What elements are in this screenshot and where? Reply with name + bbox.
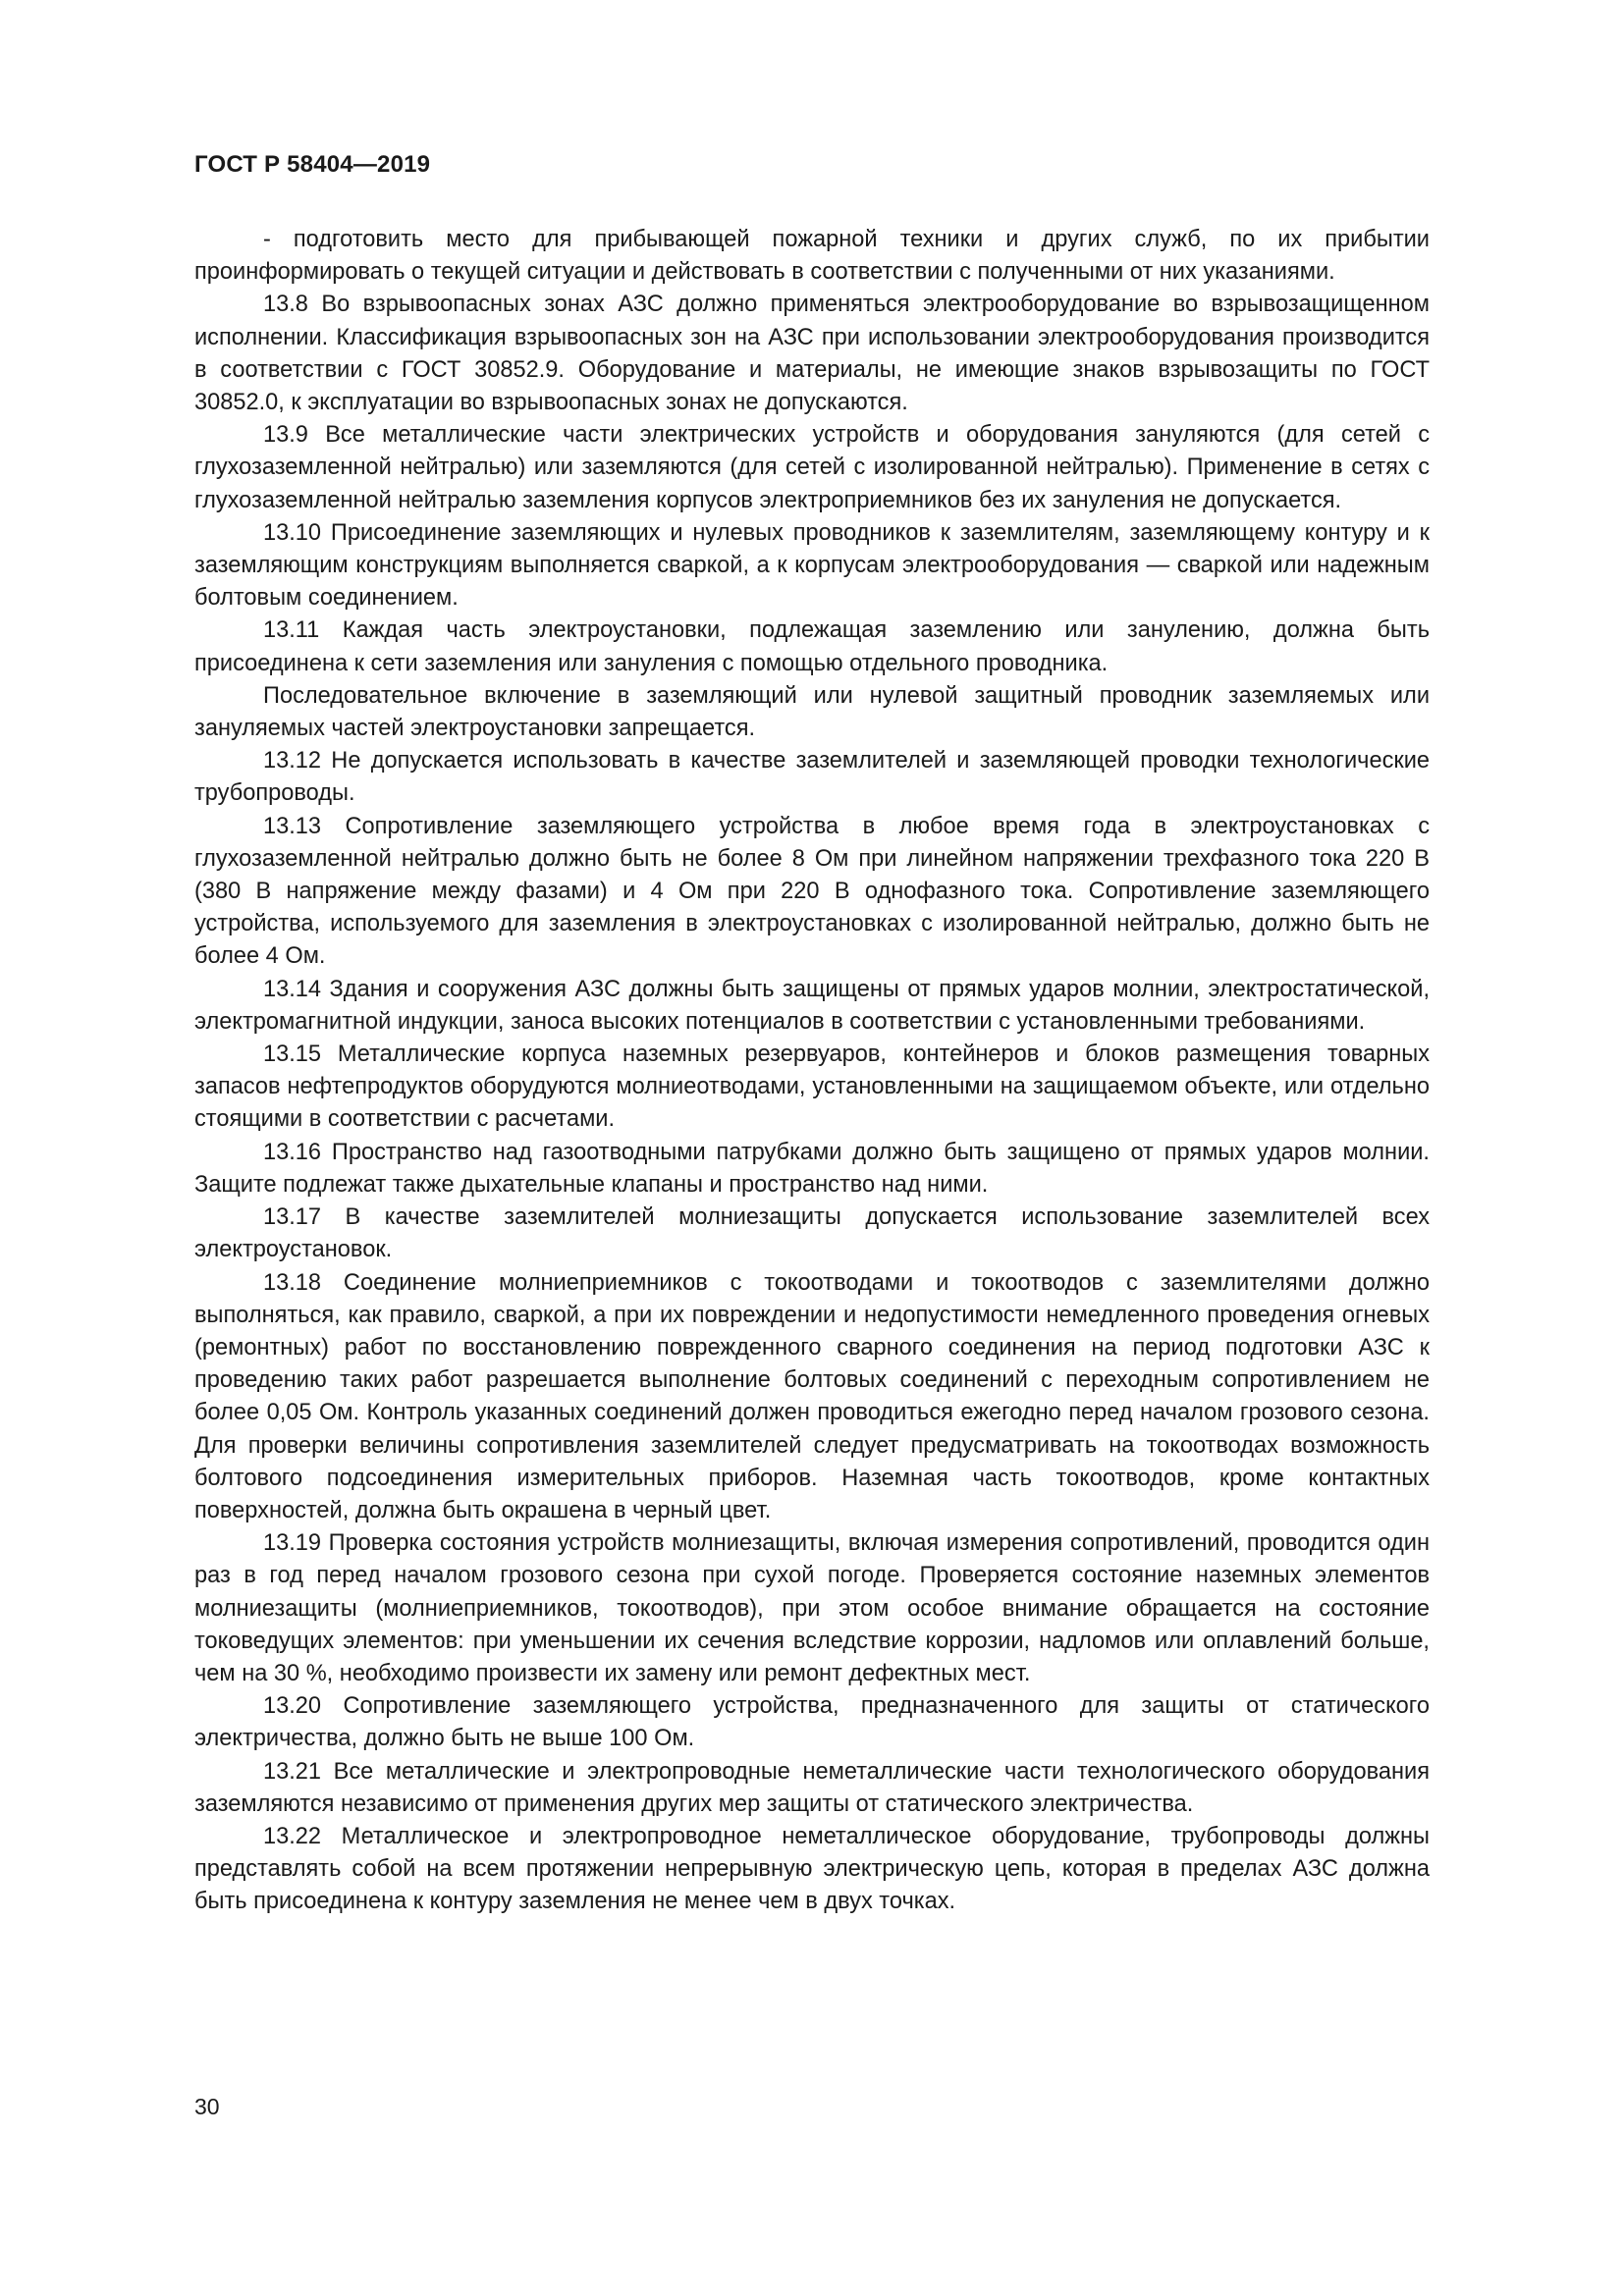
- paragraph: 13.9 Все металлические части электрических устройств и оборудования зануляются (для сетей с глухозаземленной нейтралью) или заземляются (для сетей с изолированной нейтралью). Применение в сетях с глухозаземленной нейтралью заземления корпусов электроприемников без их зануления не допускается.: [194, 422, 1430, 513]
- paragraph: 13.14 Здания и сооружения АЗС должны быть защищены от прямых ударов молнии, электростатической, электромагнитной индукции, заноса высоких потенциалов в соответствии с установленными требованиями.: [194, 976, 1430, 1035]
- paragraph: 13.19 Проверка состояния устройств молниезащиты, включая измерения сопротивлений, проводится один раз в год перед началом грозового сезона при сухой погоде. Проверяется состояние наземных элементов молниезащиты (молниеприемников, токоотводов), при этом особое внимание обращается на состояние токоведущих элементов: при уменьшении их сечения вследствие коррозии, надломов или оплавлений больше, чем на 30 %, необходимо произвести их замену или ремонт дефектных мест.: [194, 1530, 1430, 1686]
- paragraph: 13.17 В качестве заземлителей молниезащиты допускается использование заземлителей всех электроустановок.: [194, 1204, 1430, 1263]
- paragraph: 13.21 Все металлические и электропроводные неметаллические части технологического оборудования заземляются независимо от применения других мер защиты от статического электричества.: [194, 1758, 1430, 1817]
- page-number: 30: [194, 2094, 220, 2119]
- paragraph: 13.20 Сопротивление заземляющего устройства, предназначенного для защиты от статического электричества, должно быть не выше 100 Ом.: [194, 1693, 1430, 1752]
- paragraph: 13.8 Во взрывоопасных зонах АЗС должно применяться электрооборудование во взрывозащищенном исполнении. Классификация взрывоопасных зон на АЗС при использовании электрооборудования производится в соответствии с ГОСТ 30852.9. Оборудование и материалы, не имеющие знаков взрывозащиты по ГОСТ 30852.0, к эксплуатации во взрывоопасных зонах не допускаются.: [194, 292, 1430, 416]
- paragraph: 13.13 Сопротивление заземляющего устройства в любое время года в электроустановках с глухозаземленной нейтралью должно быть не более 8 Ом при линейном напряжении трехфазного тока 220 В (380 В напряжение между фазами) и 4 Ом при 220 В однофазного тока. Сопротивление заземляющего устройства, используемого для заземления в электроустановках с изолированной нейтралью, должно быть не более 4 Ом.: [194, 813, 1430, 970]
- document-body: [194, 224, 1430, 1919]
- paragraph: 13.18 Соединение молниеприемников с токоотводами и токоотводов с заземлителями должно выполняться, как правило, сваркой, а при их повреждении и недопустимости немедленного проведения огневых (ремонтных) работ по восстановлению поврежденного сварного соединения на период подготовки АЗС к проведению таких работ разрешается выполнение болтовых соединений с переходным сопротивлением не более 0,05 Ом. Контроль указанных соединений должен проводиться ежегодно перед началом грозового сезона. Для проверки величины сопротивления заземлителей следует предусматривать на токоотводах возможность болтового подсоединения измерительных приборов. Наземная часть токоотводов, кроме контактных поверхностей, должна быть окрашена в черный цвет.: [194, 1269, 1430, 1523]
- document-header: ГОСТ Р 58404—2019: [194, 151, 431, 178]
- paragraph: 13.16 Пространство над газоотводными патрубками должно быть защищено от прямых ударов молнии. Защите подлежат также дыхательные клапаны и пространство над ними.: [194, 1139, 1430, 1198]
- paragraph: 13.10 Присоединение заземляющих и нулевых проводников к заземлителям, заземляющему контуру и к заземляющим конструкциям выполняется сваркой, а к корпусам электрооборудования — сваркой или надежным болтовым соединением.: [194, 519, 1430, 612]
- paragraph: 13.12 Не допускается использовать в качестве заземлителей и заземляющей проводки технологические трубопроводы.: [194, 748, 1430, 807]
- paragraph: - подготовить место для прибывающей пожарной техники и других служб, по их прибытии проинформировать о текущей ситуации и действовать в соответствии с полученными от них указаниями.: [194, 227, 1430, 286]
- paragraph: 13.22 Металлическое и электропроводное неметаллическое оборудование, трубопроводы должны представлять собой на всем протяжении непрерывную электрическую цепь, которая в пределах АЗС должна быть присоединена к контуру заземления не менее чем в двух точках.: [194, 1823, 1430, 1915]
- paragraph: 13.15 Металлические корпуса наземных резервуаров, контейнеров и блоков размещения товарных запасов нефтепродуктов оборудуются молниеотводами, установленными на защищаемом объекте, или отдельно стоящими в соответствии с расчетами.: [194, 1041, 1430, 1133]
- paragraph: Последовательное включение в заземляющий или нулевой защитный проводник заземляемых или зануляемых частей электроустановки запрещается.: [194, 682, 1430, 742]
- paragraph: 13.11 Каждая часть электроустановки, подлежащая заземлению или занулению, должна быть присоединена к сети заземления или зануления с помощью отдельного проводника.: [194, 617, 1430, 676]
